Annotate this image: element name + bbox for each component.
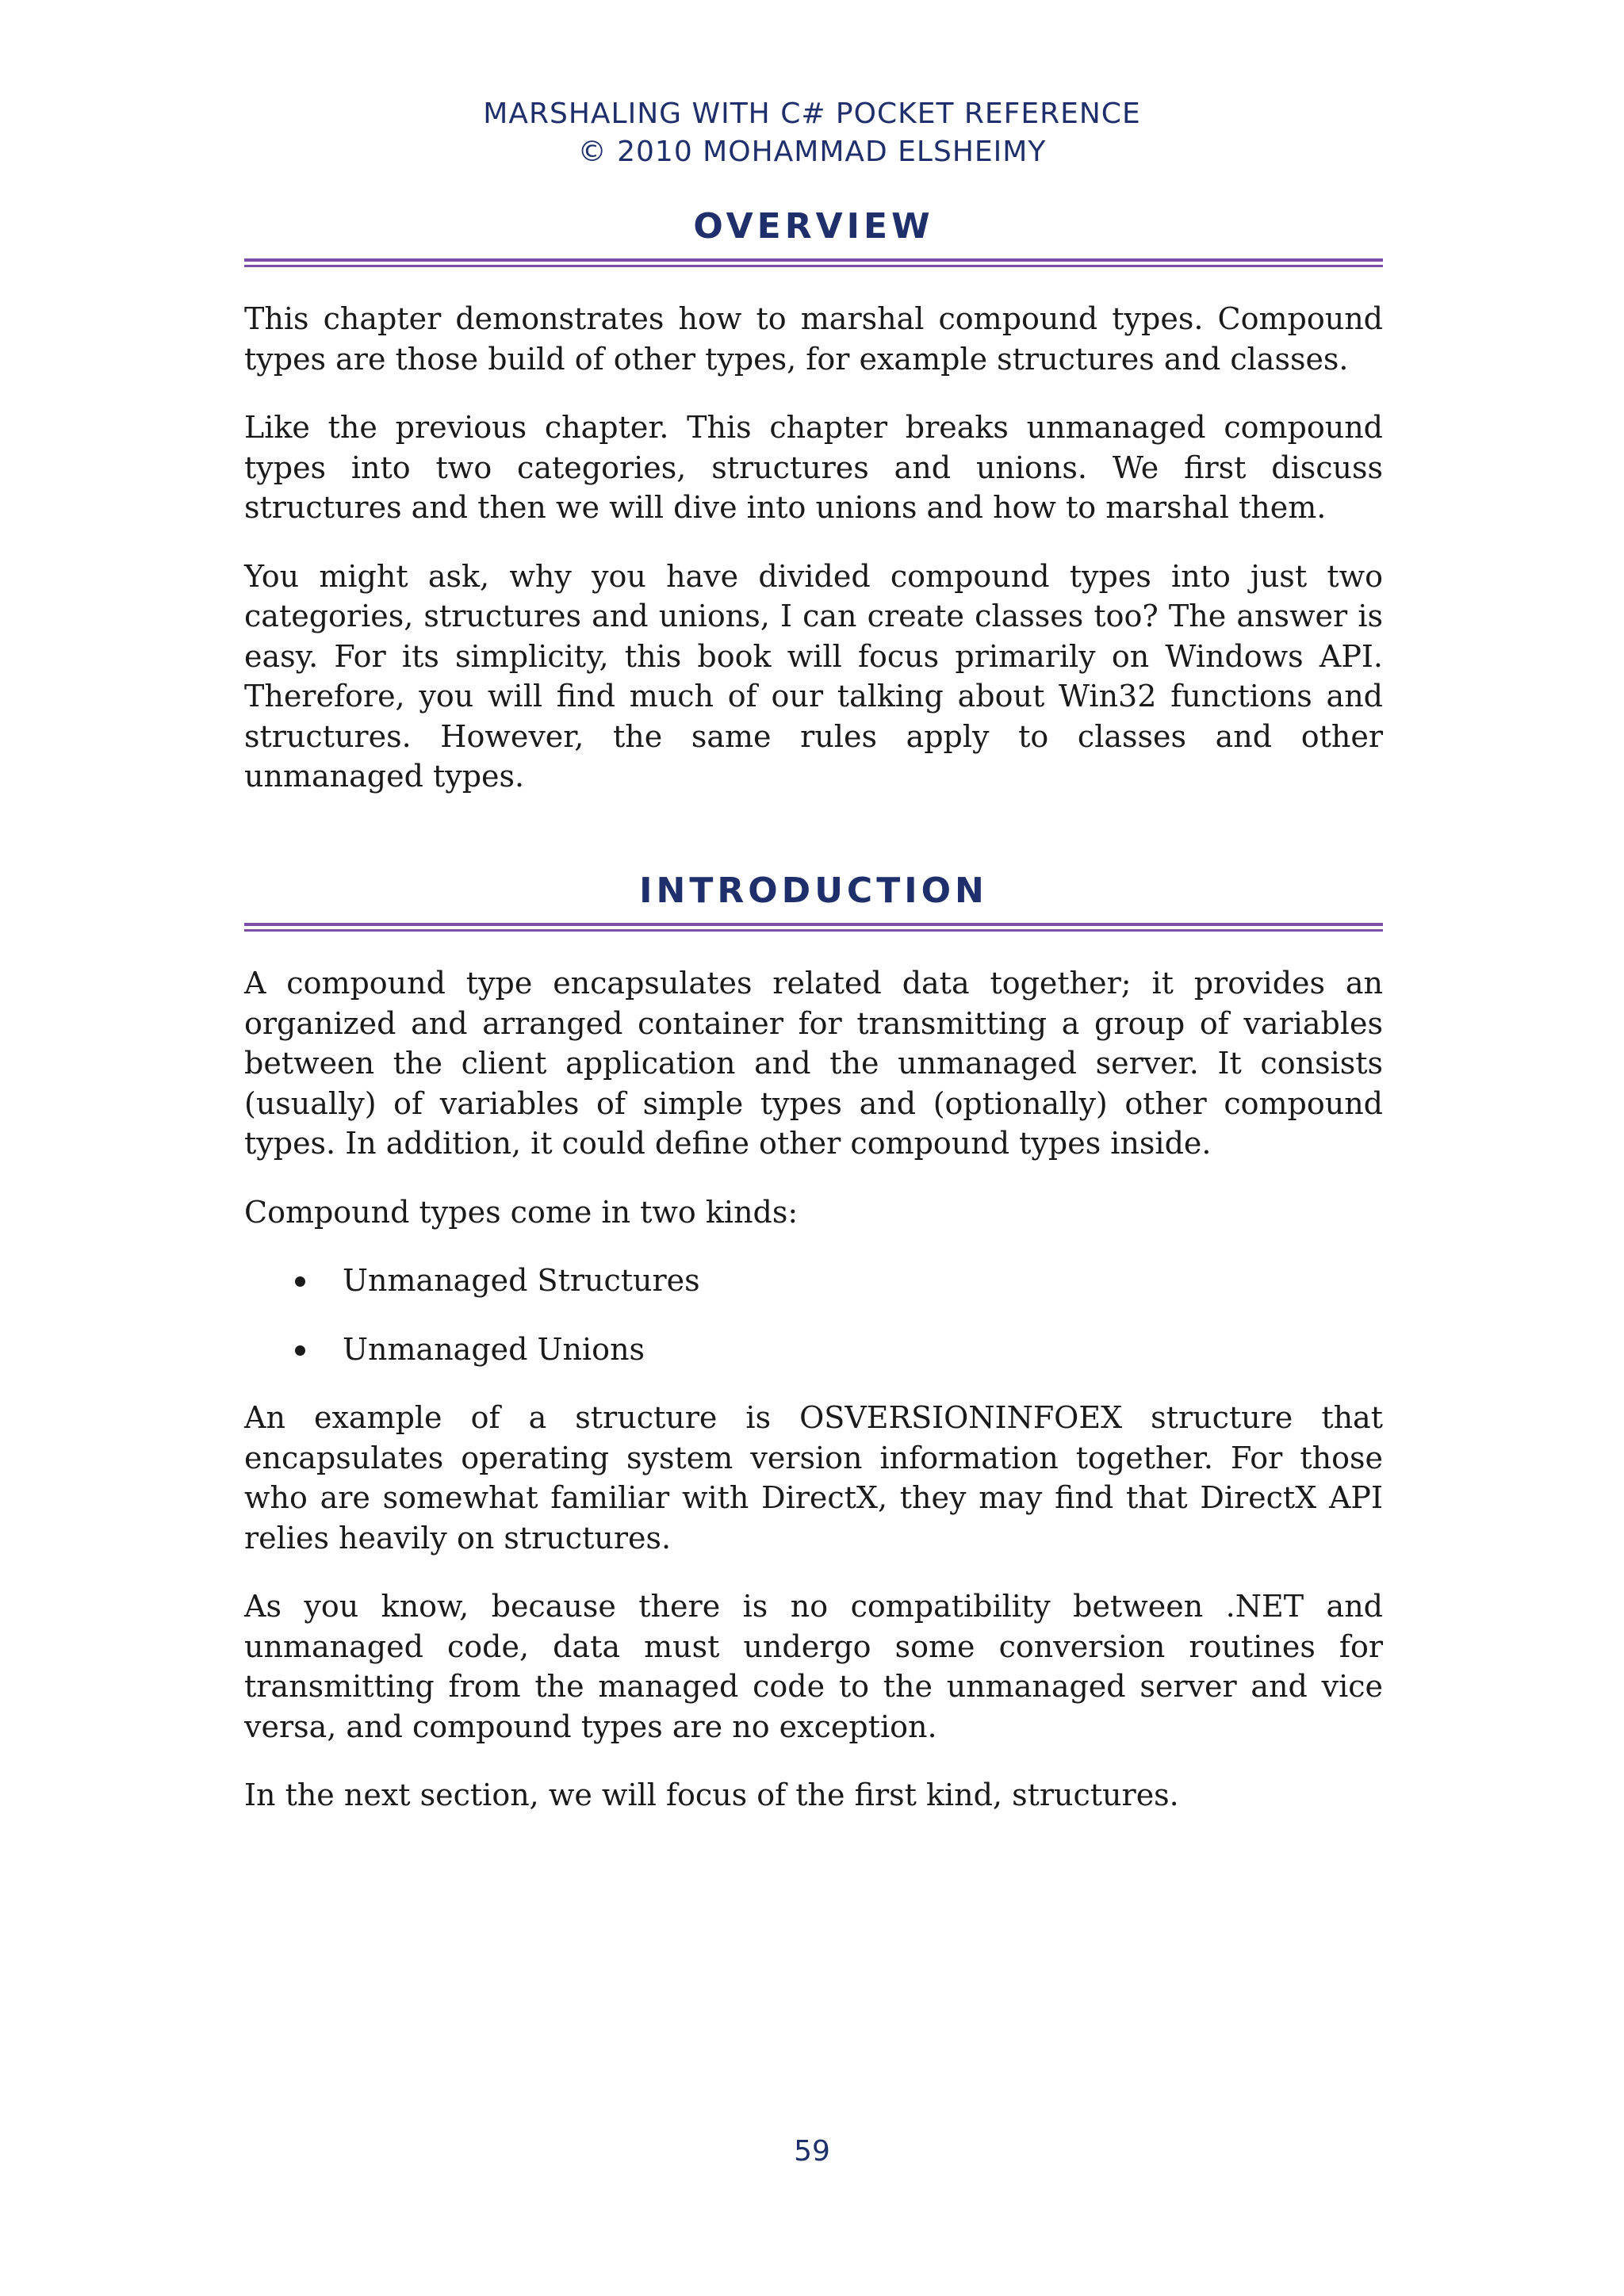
header-copyright: © 2010 MOHAMMAD ELSHEIMY <box>577 136 1047 168</box>
bullet-icon <box>295 1345 305 1356</box>
bullet-icon <box>295 1276 305 1287</box>
overview-heading-rule <box>244 258 1383 270</box>
introduction-paragraph-5: In the next section, we will focus of the first kind, structures. <box>244 1777 1179 1812</box>
overview-paragraph-1: This chapter demonstrates how to marshal compound types. Compound types are those build of other types, for example structures and classes. <box>244 301 1383 377</box>
overview-paragraph-2: Like the previous chapter. This chapter breaks unmanaged compound types into two categories, structures and unions. We first discuss structures and then we will dive into unions and how to marshal them. <box>244 410 1383 525</box>
overview-heading: OVERVIEW <box>693 206 934 247</box>
overview-paragraph-3: You might ask, why you have divided compound types into just two categories, structures and unions, I can create classes too? The answer is easy. For its simplicity, this book will focus primarily on Windows API. Therefore, you will find much of our talking about Win32 functions and structures. However, the same rules apply to classes and other unmanaged types. <box>244 558 1383 794</box>
introduction-body <box>244 963 1383 1816</box>
introduction-heading: INTRODUCTION <box>639 871 988 911</box>
header-book-title: MARSHALING WITH C# POCKET REFERENCE <box>483 98 1141 130</box>
introduction-heading-rule <box>244 923 1383 935</box>
introduction-section <box>244 869 1383 1844</box>
running-header <box>0 95 1624 171</box>
overview-body <box>244 299 1383 797</box>
introduction-paragraph-2: Compound types come in two kinds: <box>244 1194 799 1230</box>
introduction-paragraph-4: As you know, because there is no compatibility between .NET and unmanaged code, data must undergo some conversion routines for transmitting from the managed code to the unmanaged server and vice versa, and compound types are no exception. <box>244 1589 1383 1744</box>
introduction-paragraph-3: An example of a structure is OSVERSIONINFOEX structure that encapsulates operating system version information together. For those who are somewhat familiar with DirectX, they may find that DirectX API relies heavily on structures. <box>244 1400 1383 1556</box>
list-item <box>244 1330 1383 1370</box>
list-item-text: Unmanaged Unions <box>343 1331 645 1367</box>
page-number: 59 <box>794 2135 830 2168</box>
list-item <box>244 1261 1383 1301</box>
list-item-text: Unmanaged Structures <box>343 1263 700 1298</box>
overview-section <box>244 205 1383 825</box>
compound-kinds-list <box>244 1261 1383 1369</box>
introduction-paragraph-1: A compound type encapsulates related data together; it provides an organized and arranged container for transmitting a group of variables between the client application and the unmanaged server. It consists (usually) of variables of simple types and (optionally) other compound types. In addition, it could define other compound types inside. <box>244 966 1383 1161</box>
